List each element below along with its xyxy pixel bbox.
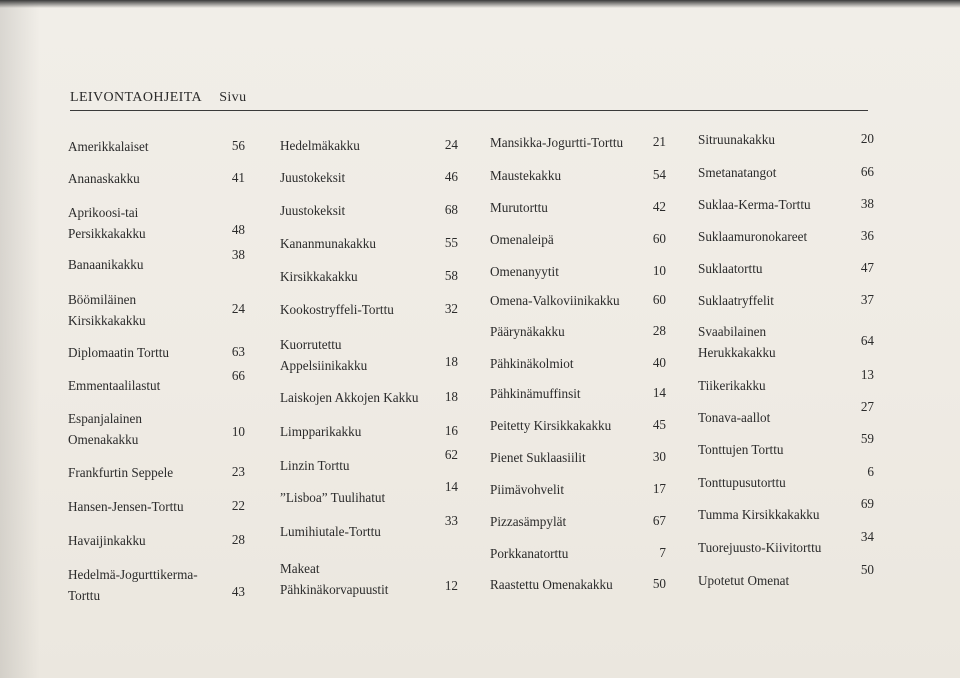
page-number: 50 <box>860 562 874 577</box>
page-number: 38 <box>860 196 874 211</box>
index-entry <box>490 321 565 342</box>
recipe-name: Böömiläinen <box>68 292 137 307</box>
index-entry <box>68 136 149 157</box>
recipe-name: Banaanikakku <box>68 257 144 272</box>
index-entry <box>490 165 561 186</box>
page-number: 55 <box>444 235 458 250</box>
recipe-name: Omenaleipä <box>490 232 554 247</box>
page-number: 40 <box>652 355 666 370</box>
index-title: LEIVONTAOHJEITA <box>70 90 202 105</box>
recipe-name: Pähkinäkorvapuustit <box>280 582 389 597</box>
page-number: 24 <box>444 137 458 152</box>
recipe-name: Emmentaalilastut <box>68 378 161 393</box>
index-entry <box>490 261 559 282</box>
page-number: 58 <box>444 268 458 283</box>
index-entry <box>698 226 807 247</box>
recipe-name: Tumma Kirsikkakakku <box>698 507 820 522</box>
index-entry <box>490 574 613 595</box>
page-number: 34 <box>860 529 874 544</box>
page-number: 24 <box>231 301 245 316</box>
index-entry <box>68 168 140 189</box>
page-number: 37 <box>860 292 874 307</box>
recipe-name: Omenanyytit <box>490 264 559 279</box>
index-entry <box>280 233 376 254</box>
page-number: 12 <box>444 578 458 593</box>
recipe-name: Maustekakku <box>490 168 562 183</box>
page-number: 46 <box>444 169 458 184</box>
index-entry <box>280 167 345 188</box>
page-number: 36 <box>860 228 874 243</box>
page-number: 60 <box>652 292 666 307</box>
page-number: 68 <box>444 202 458 217</box>
recipe-name: Piimävohvelit <box>490 482 564 497</box>
index-entry <box>490 447 586 468</box>
header-rule <box>70 110 868 111</box>
index-entry <box>698 321 776 363</box>
index-header <box>70 90 246 106</box>
recipe-name: Makeat <box>280 561 320 576</box>
recipe-name: Tuorejuusto-Kiivitorttu <box>698 540 822 555</box>
recipe-name: Mansikka-Jogurtti-Torttu <box>490 135 624 150</box>
index-entry <box>698 290 774 311</box>
page-number: 32 <box>444 301 458 316</box>
index-entry <box>280 487 385 508</box>
page-number: 69 <box>860 496 874 511</box>
page-number: 30 <box>652 449 666 464</box>
recipe-name: ”Lisboa” Tuulihatut <box>280 490 386 505</box>
index-entry <box>280 521 381 542</box>
index-entry <box>490 197 548 218</box>
recipe-name: Espanjalainen <box>68 411 142 426</box>
index-entry <box>68 202 146 244</box>
index-entry <box>698 194 811 215</box>
page-number: 6 <box>867 464 874 479</box>
recipe-name: Amerikkalaiset <box>68 139 149 154</box>
index-entry <box>68 342 169 363</box>
recipe-name: Porkkanatorttu <box>490 546 569 561</box>
recipe-name: Lumihiutale-Torttu <box>280 524 381 539</box>
index-entry <box>490 479 564 500</box>
index-entry <box>68 408 142 450</box>
index-entry <box>698 258 762 279</box>
page-number: 16 <box>444 423 458 438</box>
recipe-name: Kookostryffeli-Torttu <box>280 302 394 317</box>
page-number: 48 <box>231 222 245 237</box>
index-entry <box>490 132 623 153</box>
page-number: 10 <box>231 424 245 439</box>
page-number: 62 <box>444 447 458 462</box>
page-number: 45 <box>652 417 666 432</box>
recipe-name: Hedelmä-Jogurttikerma- <box>68 567 198 582</box>
page-number: 22 <box>231 498 245 513</box>
recipe-name: Suklaatryffelit <box>698 293 774 308</box>
recipe-name: Frankfurtin Seppele <box>68 465 174 480</box>
index-entry <box>68 564 198 606</box>
recipe-name: Svaabilainen <box>698 324 767 339</box>
index-entry <box>68 375 160 396</box>
index-entry <box>698 439 783 460</box>
index-entry <box>280 200 345 221</box>
page-number: 56 <box>231 138 245 153</box>
recipe-name: Juustokeksit <box>280 203 346 218</box>
index-entry <box>68 289 146 331</box>
page-number: 54 <box>652 167 666 182</box>
page-number: 20 <box>860 131 874 146</box>
index-entry <box>68 530 146 551</box>
index-entry <box>490 229 554 250</box>
recipe-name: Smetanatangot <box>698 165 777 180</box>
recipe-name: Tonttupusutorttu <box>698 475 786 490</box>
page-number: 38 <box>231 247 245 262</box>
index-entry <box>280 455 350 476</box>
recipe-name: Sitruunakakku <box>698 132 775 147</box>
recipe-name: Persikkakakku <box>68 226 146 241</box>
index-entry <box>698 570 789 591</box>
recipe-name: Omena-Valkoviinikakku <box>490 293 620 308</box>
recipe-name: Tiikerikakku <box>698 378 766 393</box>
recipe-name: Tonttujen Torttu <box>698 442 784 457</box>
page-number: 27 <box>860 399 874 414</box>
page-number: 66 <box>231 368 245 383</box>
recipe-name: Laiskojen Akkojen Kakku <box>280 390 419 405</box>
recipe-name: Appelsiinikakku <box>280 358 368 373</box>
index-entry <box>68 254 143 275</box>
recipe-name: Ananaskakku <box>68 171 140 186</box>
page-number: 41 <box>231 170 245 185</box>
recipe-name: Pienet Suklaasiilit <box>490 450 586 465</box>
recipe-name: Suklaa-Kerma-Torttu <box>698 197 811 212</box>
page-number: 64 <box>860 333 874 348</box>
recipe-name: Tonava-aallot <box>698 410 771 425</box>
index-entry <box>280 387 418 408</box>
page-number: 67 <box>652 513 666 528</box>
index-entry <box>68 496 184 517</box>
page-number: 42 <box>652 199 666 214</box>
recipe-name: Kananmunakakku <box>280 236 376 251</box>
page-number: 10 <box>652 263 666 278</box>
recipe-name: Linzin Torttu <box>280 458 350 473</box>
page-column-label: Sivu <box>219 90 247 105</box>
page-number: 28 <box>652 323 666 338</box>
recipe-name: Hedelmäkakku <box>280 138 360 153</box>
page-number: 63 <box>231 344 245 359</box>
recipe-name: Omenakakku <box>68 432 139 447</box>
index-entry <box>698 162 776 183</box>
page-number: 43 <box>231 584 245 599</box>
index-entry <box>698 407 770 428</box>
index-entry <box>280 135 360 156</box>
page-number: 21 <box>652 134 666 149</box>
index-entry <box>280 266 358 287</box>
recipe-name: Murutorttu <box>490 200 548 215</box>
index-entry <box>280 299 394 320</box>
page-number: 47 <box>860 260 874 275</box>
recipe-name: Havaijinkakku <box>68 533 146 548</box>
page-number: 50 <box>652 576 666 591</box>
page-number: 17 <box>652 481 666 496</box>
index-entry <box>490 383 581 404</box>
index-entry <box>698 129 775 150</box>
recipe-name: Diplomaatin Torttu <box>68 345 170 360</box>
page-number: 18 <box>444 354 458 369</box>
page-number: 60 <box>652 231 666 246</box>
page-top-edge <box>0 0 960 8</box>
recipe-name: Suklaamuronokareet <box>698 229 808 244</box>
recipe-name: Limpparikakku <box>280 424 362 439</box>
index-entry <box>490 511 566 532</box>
page-number: 66 <box>860 164 874 179</box>
index-entry <box>280 334 367 376</box>
page-gutter-shadow <box>0 0 40 678</box>
recipe-name: Pähkinäkolmiot <box>490 356 574 371</box>
page-number: 14 <box>444 479 458 494</box>
page-number: 13 <box>860 367 874 382</box>
recipe-name: Peitetty Kirsikkakakku <box>490 418 612 433</box>
recipe-name: Juustokeksit <box>280 170 346 185</box>
page-number: 23 <box>231 464 245 479</box>
index-entry <box>698 537 821 558</box>
index-entry <box>698 375 766 396</box>
recipe-name: Kirsikkakakku <box>68 313 146 328</box>
index-entry <box>490 290 620 311</box>
recipe-name: Pähkinämuffinsit <box>490 386 581 401</box>
index-entry <box>698 472 786 493</box>
recipe-name: Herukkakakku <box>698 345 776 360</box>
recipe-name: Suklaatorttu <box>698 261 763 276</box>
recipe-name: Kuorrutettu <box>280 337 342 352</box>
page-number: 18 <box>444 389 458 404</box>
index-entry <box>490 415 611 436</box>
recipe-name: Aprikoosi-tai <box>68 205 139 220</box>
page-number: 7 <box>659 545 666 560</box>
recipe-name: Hansen-Jensen-Torttu <box>68 499 184 514</box>
page-number: 28 <box>231 532 245 547</box>
page-number: 59 <box>860 431 874 446</box>
recipe-name: Raastettu Omenakakku <box>490 577 613 592</box>
recipe-name: Kirsikkakakku <box>280 269 358 284</box>
recipe-name: Upotetut Omenat <box>698 573 790 588</box>
index-entry <box>68 462 173 483</box>
page-number: 14 <box>652 385 666 400</box>
index-entry <box>698 504 820 525</box>
page-number: 33 <box>444 513 458 528</box>
index-entry <box>490 353 574 374</box>
recipe-name: Pizzasämpylät <box>490 514 567 529</box>
index-entry <box>280 421 361 442</box>
index-entry <box>490 543 568 564</box>
index-entry <box>280 558 388 600</box>
recipe-name: Torttu <box>68 588 101 603</box>
recipe-name: Päärynäkakku <box>490 324 565 339</box>
